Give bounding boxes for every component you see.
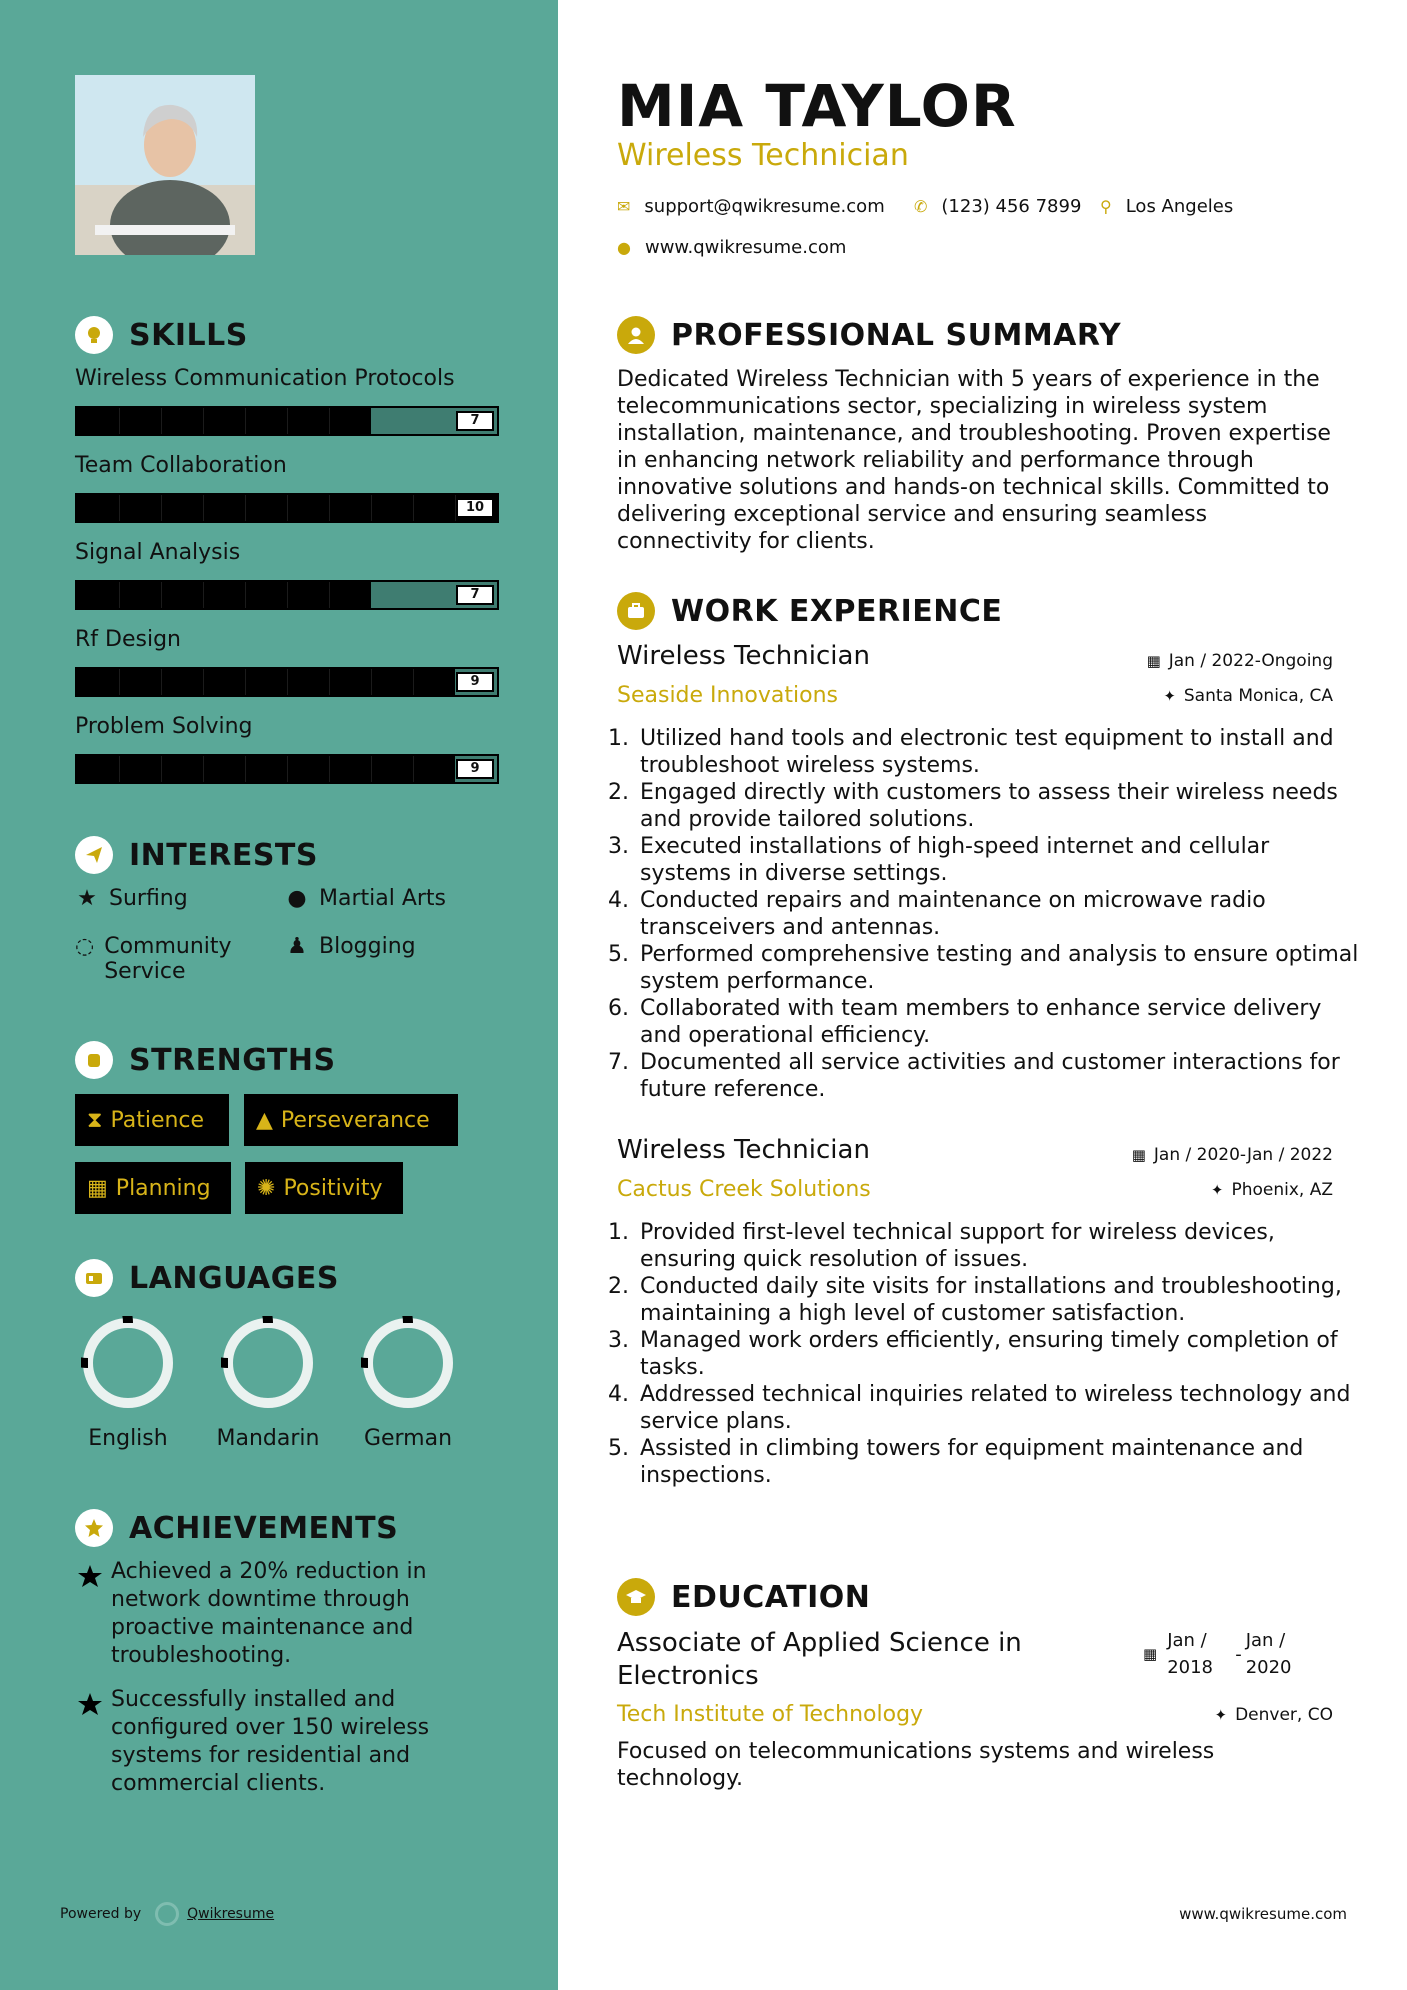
language-item — [58, 1316, 198, 1451]
skill-bar-segment — [329, 582, 330, 608]
education-text: Focused on telecommunications systems and wireless technology. — [617, 1739, 1215, 1791]
skill-bar-segment — [119, 669, 120, 695]
job-location-text: Santa Monica, CA — [1183, 686, 1333, 706]
achievement-item — [75, 1558, 495, 1670]
skill-level-badge: 9 — [456, 672, 494, 692]
powered-by-label: Powered by — [60, 1906, 142, 1922]
skill-bar-segment — [371, 669, 372, 695]
skill-bar — [75, 406, 499, 436]
duty-item: 2. Engaged directly with customers to assess their wireless needs and provide tailored solutions. — [636, 779, 1366, 833]
language-name: Mandarin — [216, 1426, 320, 1451]
skill-item — [75, 627, 499, 697]
achievement-item — [75, 1686, 495, 1798]
duty-item: 6. Collaborated with team members to enhance service delivery and operational efficiency. — [636, 995, 1366, 1049]
globe-icon: ● — [617, 238, 631, 257]
graduation-cap-icon — [617, 1578, 655, 1616]
star-burst-icon — [75, 1564, 111, 1670]
duty-item: 2. Conducted daily site visits for installations and troubleshooting, maintaining a high level of customer satisfaction. — [636, 1273, 1366, 1327]
language-ring — [81, 1316, 175, 1410]
strength-chip — [245, 1162, 403, 1214]
skill-bar-segment — [245, 582, 246, 608]
user-icon — [617, 316, 655, 354]
skill-bar-segment — [287, 669, 288, 695]
skill-bar-segment — [287, 756, 288, 782]
skill-item — [75, 453, 499, 523]
skill-name: Wireless Communication Protocols — [75, 366, 455, 391]
strength-label: Positivity — [283, 1175, 383, 1201]
map-pin-icon: ⚲ — [1100, 197, 1112, 216]
calendar-icon: ▦ — [1146, 652, 1161, 670]
skill-bar-segment — [287, 582, 288, 608]
skill-bar-segment — [119, 756, 120, 782]
strength-chip — [75, 1162, 231, 1214]
skill-fill — [77, 408, 371, 434]
contact-phone — [914, 196, 1081, 217]
language-item — [338, 1316, 478, 1451]
skill-bar-segment — [287, 408, 288, 434]
calendar-icon: ▦ — [87, 1175, 108, 1201]
strength-label: Patience — [110, 1107, 205, 1133]
job-duties — [610, 725, 1366, 1103]
duty-item: 1. Provided first-level technical support for wireless devices, ensuring quick resolution of issues. — [636, 1219, 1366, 1273]
lightbulb-icon — [75, 316, 113, 354]
skill-bar — [75, 493, 499, 523]
degree-title: Associate of Applied Science in Electronics — [617, 1628, 1022, 1691]
skill-level-badge: 7 — [456, 411, 494, 431]
language-name: English — [88, 1426, 168, 1451]
skill-bar-segment — [203, 669, 204, 695]
job-title: Wireless Technician — [617, 641, 870, 671]
duty-item: 5. Performed comprehensive testing and analysis to ensure optimal system performance. — [636, 941, 1366, 995]
job-location — [1211, 1180, 1333, 1200]
education-end: Jan / 2020 — [1245, 1630, 1292, 1678]
job-dates — [1132, 1145, 1333, 1165]
skill-bar-segment — [245, 495, 246, 521]
skill-level-badge: 9 — [456, 759, 494, 779]
star-burst-icon — [75, 1692, 111, 1798]
job-duties — [610, 1219, 1366, 1489]
skill-bar-segment — [161, 582, 162, 608]
interest-item — [285, 934, 416, 959]
skills-title: SKILLS — [129, 317, 248, 353]
duty-item: 4. Conducted repairs and maintenance on microwave radio transceivers and antennas. — [636, 887, 1366, 941]
skill-bar-segment — [119, 582, 120, 608]
summary-text: Dedicated Wireless Technician with 5 years of experience in the telecommunications sector, specializing in wireless system installation, maintenance, and troubleshooting. Proven expertise in enhancing network reliability and performance through innovative solutions and hands-on technical skills. Committed to delivering exceptional service and ensuring seamless connectivity for clients. — [617, 367, 1331, 554]
job-location-text: Phoenix, AZ — [1231, 1180, 1333, 1200]
paper-plane-icon — [75, 836, 113, 874]
skill-bar-segment — [371, 756, 372, 782]
candidate-name: MIA TAYLOR — [617, 72, 1017, 140]
job-dates — [1147, 651, 1333, 671]
id-card-icon — [75, 1259, 113, 1297]
summary-header — [617, 316, 1121, 354]
experience-title: WORK EXPERIENCE — [671, 593, 1003, 629]
calendar-icon: ▦ — [1143, 1645, 1158, 1663]
duty-item: 1. Utilized hand tools and electronic test equipment to install and troubleshoot wireless systems. — [636, 725, 1366, 779]
qwikresume-link[interactable]: Qwikresume — [187, 1906, 275, 1922]
education-dates — [1143, 1627, 1298, 1681]
strength-chip — [75, 1094, 229, 1146]
powered-by — [60, 1902, 274, 1926]
language-ring — [221, 1316, 315, 1410]
date-separator: - — [1235, 1643, 1242, 1665]
language-item — [198, 1316, 338, 1451]
contact-website — [617, 237, 846, 258]
achievement-text: Successfully installed and configured over 150 wireless systems for residential and commercial clients. — [111, 1687, 430, 1796]
pushpin-icon: ✦ — [1214, 1706, 1228, 1724]
achievement-text: Achieved a 20% reduction in network downtime through proactive maintenance and troubleshooting. — [111, 1559, 427, 1668]
skill-name: Signal Analysis — [75, 540, 241, 565]
interest-label: Martial Arts — [319, 886, 447, 911]
skill-bar-segment — [161, 756, 162, 782]
skill-bar-segment — [161, 495, 162, 521]
job-location — [1163, 686, 1333, 706]
users-icon: ♟ — [287, 934, 307, 959]
skill-bar-segment — [245, 408, 246, 434]
achievements-header — [75, 1509, 398, 1547]
skill-bar-segment — [287, 495, 288, 521]
skill-bar-segment — [203, 582, 204, 608]
education-header — [617, 1578, 870, 1616]
skill-fill — [77, 756, 455, 782]
hands-icon: ◌ — [75, 934, 95, 959]
strengths-header — [75, 1041, 336, 1079]
skill-bar-segment — [329, 669, 330, 695]
skill-bar-segment — [413, 756, 414, 782]
interests-title: INTERESTS — [129, 837, 318, 873]
medal-star-icon — [75, 1509, 113, 1547]
website-text[interactable]: www.qwikresume.com — [644, 237, 847, 258]
skill-name: Problem Solving — [75, 714, 253, 739]
skill-item — [75, 366, 499, 436]
skill-bar — [75, 667, 499, 697]
profile-photo — [75, 75, 255, 255]
fist-icon — [75, 1041, 113, 1079]
phone-text: (123) 456 7899 — [941, 196, 1082, 217]
skill-bar — [75, 754, 499, 784]
briefcase-icon — [617, 592, 655, 630]
phone-icon: ✆ — [914, 197, 928, 216]
skill-fill — [77, 495, 497, 521]
interest-label: Community Service — [104, 934, 232, 984]
footer-website[interactable]: www.qwikresume.com — [1179, 1905, 1347, 1923]
pushpin-icon: ✦ — [1210, 1181, 1224, 1199]
road-icon: ▲ — [256, 1107, 273, 1133]
education-location — [1215, 1705, 1333, 1725]
education-location-text: Denver, CO — [1235, 1705, 1333, 1725]
duty-item: 5. Assisted in climbing towers for equipment maintenance and inspections. — [636, 1435, 1366, 1489]
company-name: Cactus Creek Solutions — [617, 1177, 871, 1202]
language-name: German — [363, 1426, 453, 1451]
skill-level-badge: 10 — [456, 498, 494, 518]
education-title: EDUCATION — [671, 1579, 871, 1615]
qwikresume-logo-icon — [155, 1902, 179, 1926]
skill-item — [75, 714, 499, 784]
skills-header — [75, 316, 248, 354]
email-text[interactable]: support@qwikresume.com — [644, 196, 885, 217]
pushpin-icon: ✦ — [1163, 687, 1176, 705]
skill-bar-segment — [203, 756, 204, 782]
strength-label: Perseverance — [280, 1107, 430, 1133]
globe-icon: ● — [287, 886, 307, 911]
company-name: Seaside Innovations — [617, 683, 838, 708]
interests-header — [75, 836, 318, 874]
contact-location — [1100, 196, 1233, 217]
sun-icon: ✺ — [257, 1175, 276, 1201]
skill-bar-segment — [329, 495, 330, 521]
skill-bar-segment — [245, 756, 246, 782]
skill-fill — [77, 669, 455, 695]
sidebar — [0, 0, 558, 1990]
school-name: Tech Institute of Technology — [617, 1702, 924, 1727]
interest-item — [75, 934, 255, 984]
skill-name: Rf Design — [75, 627, 181, 652]
interest-label: Surfing — [109, 886, 188, 911]
star-icon: ★ — [77, 886, 97, 911]
skill-bar-segment — [245, 669, 246, 695]
job-title: Wireless Technician — [617, 1135, 870, 1165]
skill-item — [75, 540, 499, 610]
skill-fill — [77, 582, 371, 608]
envelope-icon: ✉ — [617, 197, 631, 216]
strength-chip — [244, 1094, 458, 1146]
skill-bar-segment — [371, 495, 372, 521]
duty-item: 3. Managed work orders efficiently, ensuring timely completion of tasks. — [636, 1327, 1366, 1381]
skill-bar-segment — [329, 408, 330, 434]
strength-label: Planning — [115, 1175, 211, 1201]
skill-bar-segment — [413, 669, 414, 695]
education-start: Jan / 2018 — [1167, 1630, 1213, 1678]
skill-bar-segment — [203, 495, 204, 521]
candidate-role: Wireless Technician — [617, 138, 909, 173]
strengths-title: STRENGTHS — [129, 1042, 336, 1078]
interest-label: Blogging — [319, 934, 416, 959]
interest-item — [285, 886, 446, 911]
language-ring — [361, 1316, 455, 1410]
skill-bar-segment — [161, 408, 162, 434]
calendar-icon: ▦ — [1131, 1146, 1146, 1164]
skill-level-badge: 7 — [456, 585, 494, 605]
contact-email — [617, 196, 885, 217]
achievements-title: ACHIEVEMENTS — [129, 1510, 399, 1546]
skill-bar-segment — [119, 495, 120, 521]
skill-bar-segment — [203, 408, 204, 434]
skill-name: Team Collaboration — [75, 453, 287, 478]
experience-header — [617, 592, 1002, 630]
job-dates-text: Jan / 2020-Jan / 2022 — [1153, 1145, 1333, 1165]
skill-bar-segment — [161, 669, 162, 695]
duty-item: 7. Documented all service activities and customer interactions for future reference. — [636, 1049, 1366, 1103]
languages-header — [75, 1259, 339, 1297]
interest-item — [75, 886, 188, 911]
job-dates-text: Jan / 2022-Ongoing — [1168, 651, 1333, 671]
skill-bar-segment — [119, 408, 120, 434]
duty-item: 3. Executed installations of high-speed internet and cellular systems in diverse settings. — [636, 833, 1366, 887]
hourglass-icon: ⧗ — [87, 1107, 103, 1133]
duty-item: 4. Addressed technical inquiries related to wireless technology and service plans. — [636, 1381, 1366, 1435]
skill-bar — [75, 580, 499, 610]
summary-title: PROFESSIONAL SUMMARY — [671, 317, 1122, 353]
skill-bar-segment — [329, 756, 330, 782]
languages-title: LANGUAGES — [129, 1260, 339, 1296]
skill-bar-segment — [413, 495, 414, 521]
location-text: Los Angeles — [1125, 196, 1234, 217]
